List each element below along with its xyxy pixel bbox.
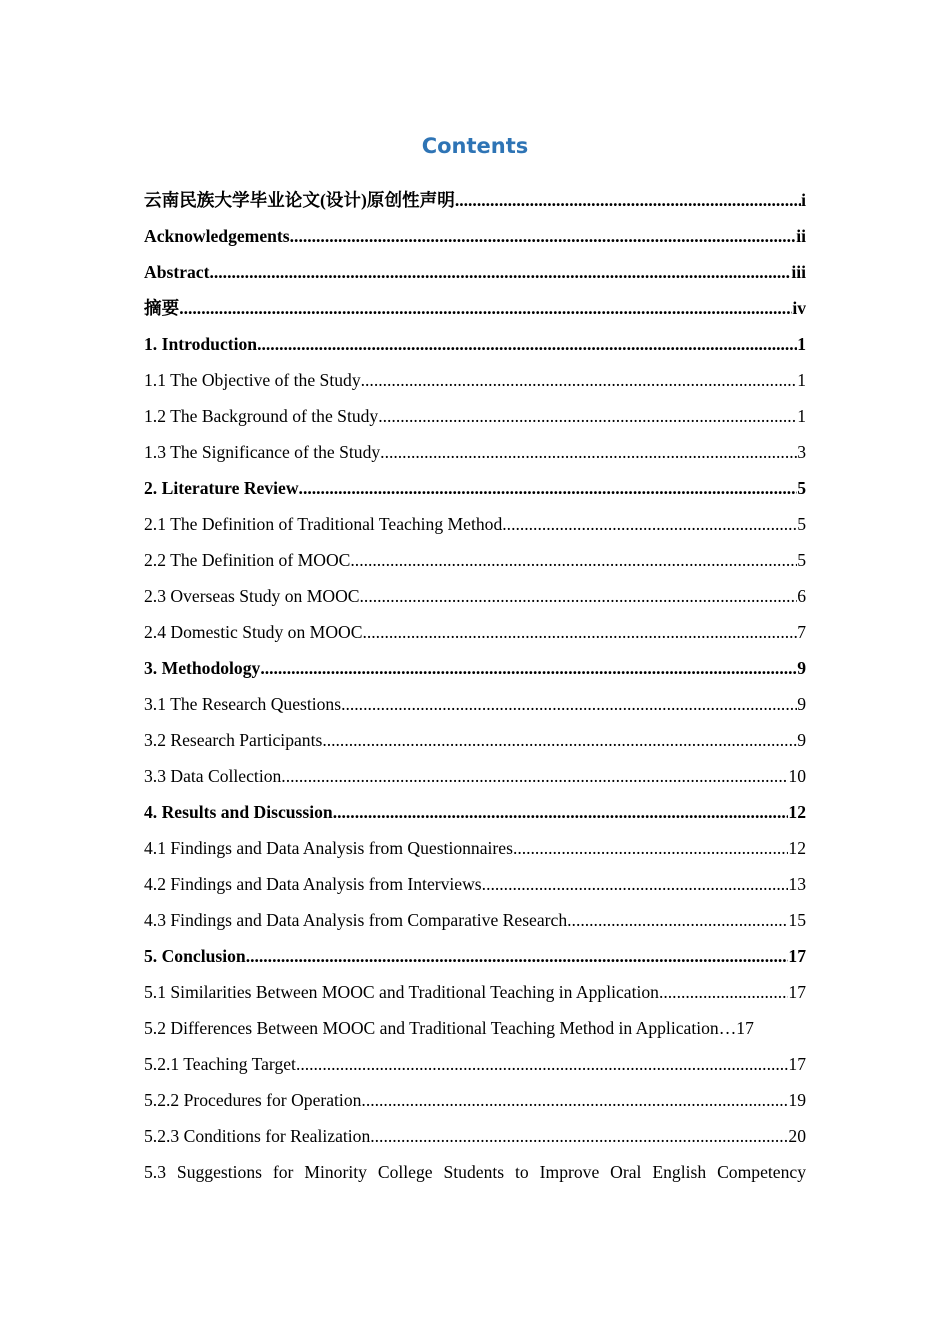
toc-entry-label: 4. Results and Discussion <box>144 802 333 822</box>
toc-leader-dots <box>362 618 797 646</box>
toc-entry[interactable] <box>144 330 806 366</box>
toc-entry-label: 4.3 Findings and Data Analysis from Comparative Research <box>144 910 568 930</box>
toc-leader-dots <box>281 762 788 790</box>
toc-leader-dots <box>296 1050 788 1078</box>
toc-page-number: 13 <box>788 874 806 894</box>
toc-leader-dots <box>455 186 801 214</box>
toc-page-number: ii <box>796 226 806 246</box>
toc-leader-dots <box>482 870 789 898</box>
toc-entry-label: 4.2 Findings and Data Analysis from Interviews <box>144 874 482 894</box>
toc-entry-label: 2.4 Domestic Study on MOOC <box>144 622 363 642</box>
toc-entry[interactable] <box>144 582 806 618</box>
toc-entry-label: 3.1 The Research Questions <box>144 694 342 714</box>
toc-entry[interactable] <box>144 546 806 582</box>
toc-leader-dots <box>257 330 797 358</box>
toc-entry-label: Abstract <box>144 262 210 282</box>
toc-page-number: 12 <box>788 802 806 822</box>
toc-entry[interactable] <box>144 366 806 402</box>
page-title: Contents <box>421 134 529 158</box>
toc-leader-dots <box>502 510 797 538</box>
toc-leader-dots <box>322 726 797 754</box>
toc-entry-label: 4.1 Findings and Data Analysis from Questionnaires <box>144 838 513 858</box>
toc-entry-label: 5.2 Differences Between MOOC and Traditional Teaching Method in Application <box>144 1018 719 1038</box>
toc-entry-label: 5.2.2 Procedures for Operation <box>144 1090 362 1110</box>
toc-entry-label: 1.2 The Background of the Study <box>144 406 379 426</box>
toc-leader-dots <box>341 690 797 718</box>
toc-entry[interactable] <box>144 1050 806 1086</box>
toc-entry[interactable] <box>144 438 806 474</box>
toc-entry[interactable] <box>144 1158 806 1194</box>
toc-leader-dots <box>370 1122 788 1150</box>
toc-page-number: 17 <box>788 982 806 1002</box>
toc-entry-label: Acknowledgements <box>144 226 290 246</box>
toc-entry-label: 2. Literature Review <box>144 478 299 498</box>
toc-entry[interactable] <box>144 762 806 798</box>
toc-page-number: 1 <box>797 334 806 354</box>
toc-entry[interactable] <box>144 726 806 762</box>
toc-entry[interactable] <box>144 222 806 258</box>
toc-leader-dots <box>719 1014 737 1042</box>
table-of-contents <box>144 186 806 1194</box>
toc-entry-label: 3.2 Research Participants <box>144 730 323 750</box>
toc-page-number: 9 <box>797 658 806 678</box>
toc-page-number: 6 <box>797 586 806 606</box>
toc-page-number: i <box>801 190 806 210</box>
toc-page-number: 19 <box>788 1090 806 1110</box>
toc-entry-label: 5.3 Suggestions for Minority College Students to Improve Oral English Competency <box>144 1162 806 1182</box>
toc-page-number: 17 <box>736 1018 754 1038</box>
toc-entry-label: 5.2.1 Teaching Target <box>144 1054 296 1074</box>
toc-leader-dots <box>299 474 798 502</box>
toc-entry[interactable] <box>144 690 806 726</box>
toc-entry[interactable] <box>144 618 806 654</box>
toc-entry[interactable] <box>144 1122 806 1158</box>
toc-entry[interactable] <box>144 258 806 294</box>
toc-entry-label: 3. Methodology <box>144 658 261 678</box>
toc-leader-dots <box>179 294 792 322</box>
toc-page-number: iii <box>791 262 806 282</box>
toc-leader-dots <box>361 1086 788 1114</box>
toc-entry[interactable] <box>144 186 806 222</box>
toc-entry[interactable] <box>144 294 806 330</box>
toc-page-number: 1 <box>797 370 806 390</box>
toc-entry[interactable] <box>144 834 806 870</box>
toc-page-number: 5 <box>797 478 806 498</box>
toc-entry[interactable] <box>144 654 806 690</box>
toc-page-number: 17 <box>788 1054 806 1074</box>
toc-entry-label: 3.3 Data Collection <box>144 766 282 786</box>
toc-entry-label: 1.3 The Significance of the Study <box>144 442 381 462</box>
toc-page-number: 7 <box>797 622 806 642</box>
toc-page-number: 3 <box>797 442 806 462</box>
toc-page-number: 5 <box>797 514 806 534</box>
toc-entry-label: 5. Conclusion <box>144 946 246 966</box>
toc-entry-label: 2.3 Overseas Study on MOOC <box>144 586 360 606</box>
toc-page-number: 12 <box>788 838 806 858</box>
toc-page-number: iv <box>792 298 806 318</box>
toc-entry-label: 2.1 The Definition of Traditional Teaching Method <box>144 514 503 534</box>
toc-entry[interactable] <box>144 1014 806 1050</box>
toc-leader-dots <box>380 438 797 466</box>
toc-entry[interactable] <box>144 942 806 978</box>
toc-entry[interactable] <box>144 906 806 942</box>
toc-entry[interactable] <box>144 870 806 906</box>
toc-entry[interactable] <box>144 402 806 438</box>
toc-page-number: 10 <box>788 766 806 786</box>
toc-entry[interactable] <box>144 1086 806 1122</box>
toc-entry[interactable] <box>144 978 806 1014</box>
toc-entry-label: 5.1 Similarities Between MOOC and Traditional Teaching in Application <box>144 982 659 1002</box>
toc-entry-label: 5.2.3 Conditions for Realization <box>144 1126 371 1146</box>
toc-entry[interactable] <box>144 510 806 546</box>
toc-entry[interactable] <box>144 798 806 834</box>
toc-entry-label: 1. Introduction <box>144 334 258 354</box>
toc-leader-dots <box>260 654 797 682</box>
toc-page-number: 5 <box>797 550 806 570</box>
toc-leader-dots <box>659 978 788 1006</box>
toc-page-number: 9 <box>797 730 806 750</box>
toc-leader-dots <box>246 942 789 970</box>
toc-leader-dots <box>513 834 788 862</box>
toc-leader-dots <box>290 222 797 250</box>
toc-leader-dots <box>378 402 797 430</box>
toc-entry-label: 摘要 <box>144 298 180 318</box>
toc-page-number: 20 <box>788 1126 806 1146</box>
toc-page-number: 15 <box>788 910 806 930</box>
toc-leader-dots <box>361 366 798 394</box>
toc-entry[interactable] <box>144 474 806 510</box>
toc-page-number: 9 <box>797 694 806 714</box>
toc-leader-dots <box>333 798 789 826</box>
toc-leader-dots <box>350 546 797 574</box>
toc-page-number: 1 <box>797 406 806 426</box>
toc-leader-dots <box>567 906 788 934</box>
toc-entry-label: 2.2 The Definition of MOOC <box>144 550 351 570</box>
toc-entry-label: 1.1 The Objective of the Study <box>144 370 361 390</box>
toc-leader-dots <box>209 258 791 286</box>
toc-page-number: 17 <box>788 946 806 966</box>
toc-entry-label: 云南民族大学毕业论文(设计)原创性声明 <box>144 190 455 210</box>
toc-leader-dots <box>360 582 798 610</box>
